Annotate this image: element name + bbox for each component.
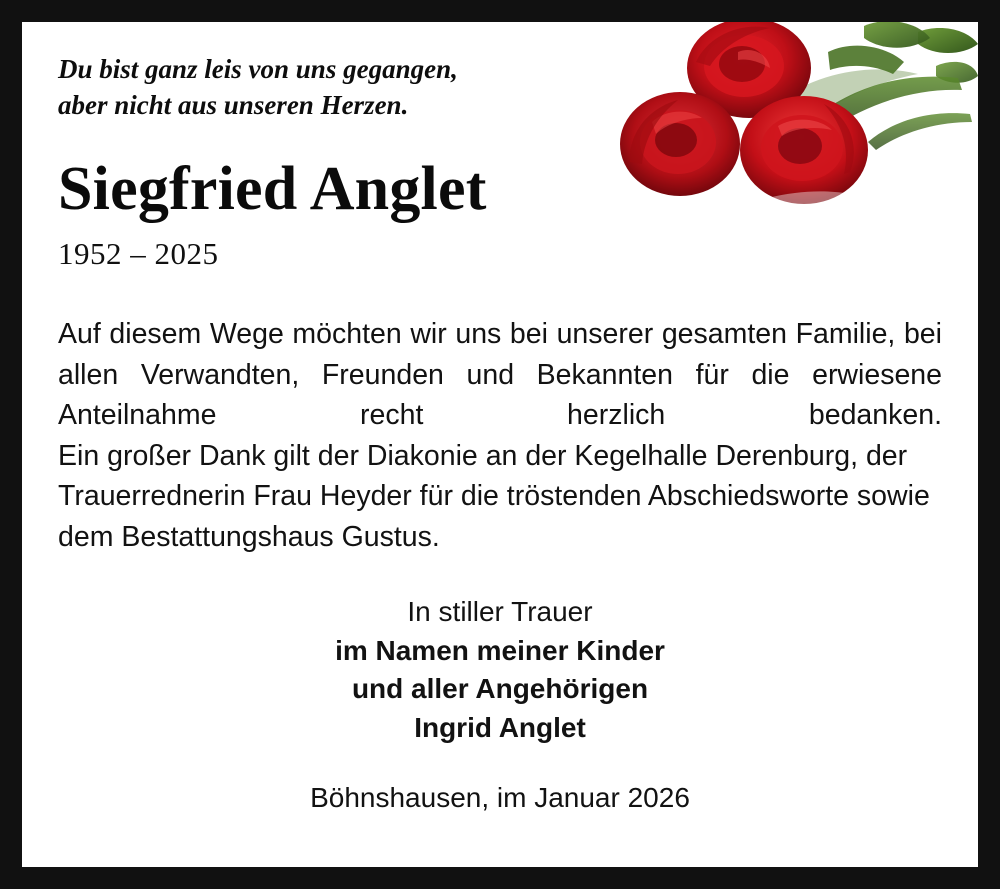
verse xyxy=(58,52,638,123)
thanks-paragraph-1: Auf diesem Wege möchten wir uns bei unserer gesamten Familie, bei allen Verwandten, Freunden und Bekannten für die erwiesene Anteilnahme recht herzlich bedanken. xyxy=(58,318,942,432)
closing-line-3: und aller Angehörigen xyxy=(351,673,649,705)
closing-block xyxy=(58,593,942,748)
place-and-date: Böhnshausen, im Januar 2026 xyxy=(310,781,690,813)
notice-inner-frame xyxy=(18,18,982,871)
verse-line-2: aber nicht aus unseren Herzen. xyxy=(58,89,409,120)
life-dates: 1952 – 2025 xyxy=(58,236,219,272)
verse-line-1: Du bist ganz leis von uns gegangen, xyxy=(58,54,458,84)
closing-line-1: In stiller Trauer xyxy=(407,596,593,628)
thanks-text xyxy=(58,314,942,557)
thanks-paragraph-2: Ein großer Dank gilt der Diakonie an der Kegelhalle Derenburg, der Trauerrednerin Frau Heyder für die tröstenden Abschiedsworte sowie dem Bestattungshaus Gustus. xyxy=(58,439,930,553)
notice-content xyxy=(22,22,978,814)
closing-line-2: im Namen meiner Kinder xyxy=(335,634,665,666)
closing-line-4: Ingrid Anglet xyxy=(414,712,586,744)
deceased-name: Siegfried Anglet xyxy=(58,155,487,224)
